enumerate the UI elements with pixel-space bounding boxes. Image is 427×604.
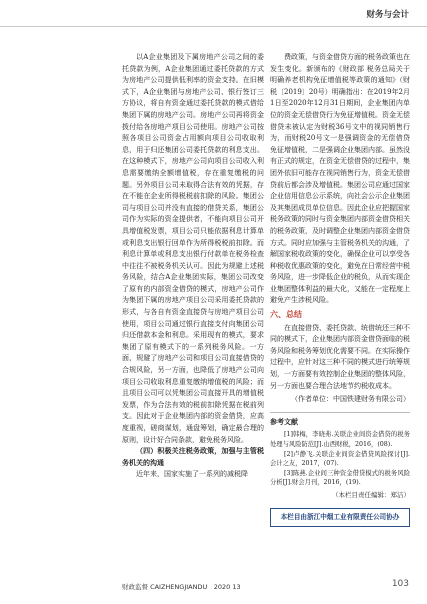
body-paragraph: 近年来，国家实施了一系列的减税降 — [136, 470, 248, 479]
left-column — [122, 52, 264, 481]
journal-footer: 财政监督 CAIZHENGJIANDU 2020 13 — [122, 583, 241, 591]
section-title: 财务与会计 — [366, 10, 409, 20]
right-column — [270, 52, 410, 527]
conclusion-heading: 六、总结 — [270, 310, 302, 320]
body-paragraph: 以A企业集团及下属房地产公司之间的委托贷款为例，A企业集团通过委托贷款的方式为房地产公司提供低利率的资金支持。在旧模式下，A企业集团与房地产公司、银行签订三方协议，将自有资金通过委托贷款的模式借给集团下属的房地产公司。房地产公司再将资金拨付给各房地产项目公司使用。房地产公司按照各项目公司资金占用额向项目公司收取利息，用于归还集团公司委托贷款的利息支出。在这种模式下，房地产公司向项目公司收入利息需要缴纳全额增值税，存在重复缴税的问题。另外项目公司未取得合法有效的凭据，存在不能在企业所得税税前扣除的风险。集团公司与项目公司并没有直接的借贷关系，集团公司作为实际的资金提供者，不能向项目公司开具增值税发票，项目公司只能依据利息计算单或利息支出银行回单作为所得税税前扣除。而利息计算单或利息支出银行付款单在税务检查中往往不被税务机关认可。因此为规避上述税务风险，结合A企业集团实际，集团公司改变了原有的内部资金借贷的模式，房地产公司作为集团下属的房地产项目公司采用委托贷款的形式，与各自有资金直接贷与房地产项目公司使用，项目公司通过银行直接支付向集团公司归还借款本金和利息。采用现有的模式，要求集团了原有模式下的一系列税务风险。一方面，规避了房地产公司和项目公司直接借贷的合规风险，另一方面，也降低了房地产公司向项目公司收取利息重复缴纳增值税的风险；而且项目公司可以凭集团公司直接开具的增值税发票，作为合法有效的税前扣除凭据在税前列支。因此对于企业集团内部的资金借贷，应高度重视，磋商谋划，通盘筹划，确定最合理的原则，设计好合同条款，避免税务风险。 — [122, 53, 264, 444]
header-rule — [0, 26, 427, 27]
reference-item: [3]陈燕.企业间三种资金借贷模式的税务风险分析[J].财会月刊，2016，(19). — [270, 469, 410, 487]
references-heading: 参考文献 — [270, 417, 298, 426]
editor-note: （本栏目责任编辑：郑洁） — [332, 490, 410, 499]
page-number: 103 — [391, 579, 409, 589]
author-affiliation: （作者单位：中国铁建财务有限公司） — [291, 395, 410, 404]
reference-item: [1]韩梅，李晓弗.关联企业间资金借贷的税务处理与风险防范[J].山西财税，2016，(08). — [270, 431, 410, 448]
reference-item: [2]卢静飞.关联企业间资金借贷风险探讨[J].会计之友，2017，(07). — [270, 450, 410, 468]
conclusion-paragraph: 在直接借贷、委托贷款、统借统还三种不同的模式下，企业集团内部资金借贷面临的税务风险和税务筹划优化需要不同。在实际操作过程中，应针对这三种不同的模式进行统筹规划，一方面要有效控制企业集团的整体风险，另一方面也要合理合法地节约税收成本。 — [270, 323, 410, 390]
sponsor-box: 本栏目由浙江中烟工业有限责任公司协办 — [270, 508, 410, 528]
body-paragraph: 费政策，与资金借贷方面的税务政策也在发生变化。新颁布的《财政部 税务总局关于明确养老机构免征增值税等政策的通知》（财税〔2019〕20号）明确指出：在2019年2月1日至2020年12月31日期间，企业集团内单位的资金无偿借贷行为免征增值税。资金无偿借贷未被认定为财税36号文中的视同销售行为，而财税20号文一是强调资金的无偿借贷免征增值税，二是强调企业集团内部。虽然没有正式的规定，在资金无偿借贷的过程中，集团外依旧可能存在视同销售行为，资金无偿借贷前后都会涉及增值税。集团公司应通过国家企业信用信息公示系统，向社会公示企业集团及其集团成员单位信息。因此企业应把握国家税务政策的同时与资金集团内部资金借贷相关的税务政策，及时调整企业集团内部资金借贷方式。同时应加强与主管税务机关的沟通，了解国家税收政策的变化，确保企业可以享受各种税收优惠政策的变化，避免在日常经营中税务风险，进一步降低企业的税负，从而实现企业集团整体利益的最大化，又能在一定程度上避免产生涉税风险。 — [270, 53, 410, 305]
subheading-tax-policy: （四）积极关注税务政策，加强与主管税务机关的沟通 — [122, 447, 264, 467]
references-divider — [270, 412, 410, 413]
